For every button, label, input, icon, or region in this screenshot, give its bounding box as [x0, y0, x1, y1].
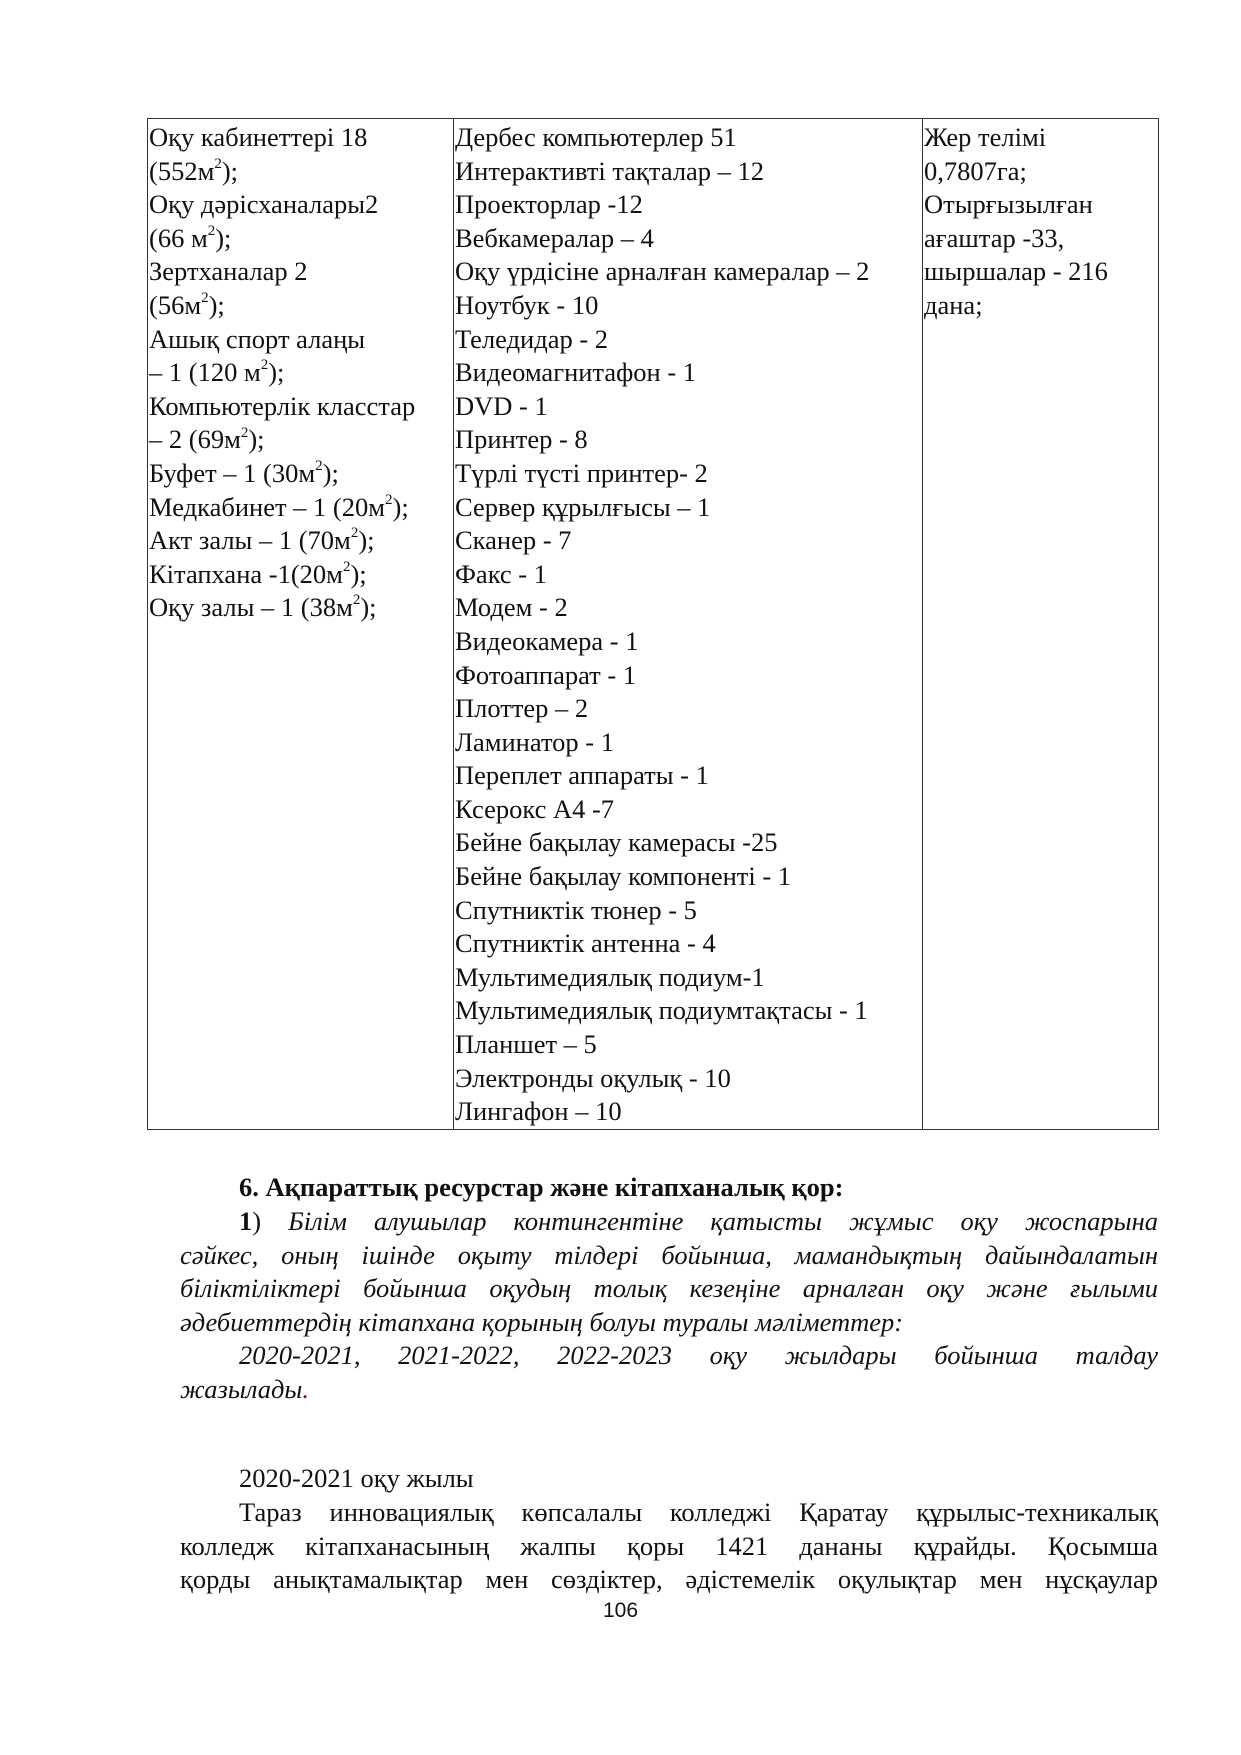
- land-line: ағаштар -33,: [924, 222, 1065, 253]
- item1-line-1: 1) Білім алушылар контингентіне қатысты жұмыс оқу жоспарына: [239, 1206, 1158, 1236]
- facility-line: Компьютерлік класстар: [149, 390, 416, 421]
- cell-text: );: [392, 491, 409, 522]
- facility-line: [149, 356, 453, 390]
- table-col-land: [923, 119, 1159, 1130]
- item1-text: Білім алушылар контингентіне қатысты жұмыс оқу жоспарына: [288, 1206, 1158, 1236]
- equipment-table: [147, 118, 1159, 1130]
- superscript: 2: [201, 290, 209, 307]
- equipment-line: DVD - 1: [455, 390, 548, 421]
- cell-text: Кітапхана -1(20м: [149, 558, 343, 589]
- equipment-line: Интерактивті тақталар – 12: [455, 155, 765, 186]
- equipment-line: Ксерокс А4 -7: [455, 793, 615, 824]
- equipment-line: Видеокамера - 1: [455, 625, 639, 656]
- equipment-line: Спутниктік антенна - 4: [455, 928, 716, 959]
- item1-line-4: әдебиеттердің кітапхана қорының болуы туралы мәліметтер:: [180, 1306, 904, 1337]
- land-line: Жер телімі: [924, 122, 1047, 152]
- facility-line: [149, 491, 453, 525]
- superscript: 2: [315, 458, 323, 475]
- equipment-line: Плоттер – 2: [455, 693, 589, 724]
- analysis-line-1: 2020-2021, 2021-2022, 2022-2023 оқу жылдары бойынша талдау: [239, 1340, 1158, 1371]
- cell-text: );: [221, 155, 239, 186]
- cell-text: );: [268, 357, 285, 388]
- cell-text: (552м: [149, 155, 215, 186]
- item1-line-2: сәйкес, оның ішінде оқыту тілдері бойынша, мамандықтың дайындалатын: [180, 1239, 1158, 1270]
- equipment-line: Сервер құрылғысы – 1: [455, 491, 711, 522]
- cell-text: – 2 (69м: [149, 424, 241, 455]
- equipment-line: Спутниктік тюнер - 5: [455, 894, 697, 925]
- item1-line-3: біліктіліктері бойынша оқудың толық кезеңіне арналған оқу және ғылыми: [180, 1273, 1158, 1304]
- facility-line: [149, 524, 453, 558]
- page-number: 106: [602, 1599, 639, 1622]
- item1-number: 1: [239, 1206, 253, 1236]
- land-line: Отырғызылған: [924, 189, 1093, 220]
- analysis-text: жазылады: [180, 1373, 303, 1404]
- cell-text: Медкабинет – 1 (20м: [149, 491, 386, 522]
- equipment-line: Вебкамералар – 4: [455, 222, 654, 253]
- facility-line: [149, 423, 453, 457]
- cell-text: );: [358, 525, 375, 556]
- facility-line: [149, 457, 453, 491]
- equipment-line: Мультимедиялық подиум-1: [455, 961, 765, 992]
- equipment-line: Сканер - 7: [455, 525, 572, 556]
- cell-text: );: [248, 424, 265, 455]
- body-paragraph: [180, 1496, 1158, 1597]
- cell-text: Акт залы – 1 (70м: [149, 525, 351, 556]
- cell-text: (56м: [149, 289, 202, 320]
- land-line: шыршалар - 216: [924, 256, 1108, 287]
- year-heading: 2020-2021 оқу жылы: [239, 1463, 474, 1493]
- equipment-line: Бейне бақылау камерасы -25: [455, 827, 778, 858]
- superscript: 2: [260, 357, 269, 374]
- analysis-line-2: [180, 1373, 1158, 1407]
- equipment-line: Мультимедиялық подиумтақтасы - 1: [455, 995, 868, 1026]
- equipment-line: Түрлі түсті принтер- 2: [455, 457, 708, 488]
- equipment-line: Лингафон – 10: [455, 1096, 622, 1127]
- body-line-3: қорды анықтамалықтар мен сөздіктер, әдістемелік оқулықтар мен нұсқаулар: [180, 1564, 1158, 1595]
- superscript: 2: [385, 491, 393, 508]
- equipment-line: Ламинатор - 1: [455, 726, 614, 757]
- section-heading: 6. Ақпараттық ресурстар және кітапханалық қор:: [239, 1172, 844, 1202]
- facility-line: Зертханалар 2: [149, 256, 308, 287]
- land-line: дана;: [924, 289, 983, 320]
- facility-line: Оқу дәрісханалары2: [149, 189, 379, 220]
- superscript: 2: [214, 155, 222, 172]
- cell-text: (66 м: [149, 222, 208, 253]
- body-line-1: Тараз инновациялық көпсалалы колледжі Қаратау құрылыс-техникалық: [239, 1497, 1158, 1527]
- equipment-line: Дербес компьютерлер 51: [455, 122, 737, 152]
- equipment-line: Факс - 1: [455, 558, 547, 589]
- facility-line: [149, 558, 453, 592]
- body-line-2: колледж кітапханасының жалпы қоры 1421 дананы құрайды. Қосымша: [180, 1530, 1158, 1561]
- superscript: 2: [207, 222, 216, 239]
- superscript: 2: [350, 525, 359, 542]
- cell-text: Буфет – 1 (30м: [149, 457, 316, 488]
- land-line: 0,7807га;: [924, 155, 1027, 186]
- facility-line: Оқу кабинеттері 18: [149, 122, 368, 152]
- equipment-line: Принтер - 8: [455, 424, 588, 455]
- facility-line: [149, 591, 453, 625]
- table-col-facilities: [148, 119, 454, 1130]
- cell-text: );: [215, 222, 232, 253]
- equipment-line: Электронды оқулық - 10: [455, 1062, 731, 1093]
- superscript: 2: [342, 558, 351, 575]
- equipment-line: Фотоаппарат - 1: [455, 659, 637, 690]
- cell-text: );: [350, 558, 367, 589]
- facility-line: Ашық спорт алаңы: [149, 323, 366, 354]
- superscript: 2: [352, 592, 361, 609]
- equipment-line: Видеомагнитафон - 1: [455, 357, 697, 388]
- facility-line: [149, 155, 453, 189]
- cell-text: );: [322, 457, 339, 488]
- cell-text: );: [360, 592, 377, 623]
- equipment-line: Ноутбук - 10: [455, 289, 599, 320]
- table-col-equipment: [454, 119, 923, 1130]
- cell-text: );: [208, 289, 225, 320]
- superscript: 2: [240, 424, 249, 441]
- equipment-line: Теледидар - 2: [455, 323, 609, 354]
- cell-text: Оқу залы – 1 (38м: [149, 592, 353, 623]
- equipment-line: Бейне бақылау компоненті - 1: [455, 861, 792, 892]
- equipment-line: Оқу үрдісіне арналған камералар – 2: [455, 256, 870, 287]
- equipment-line: Проекторлар -12: [455, 189, 643, 220]
- cell-text: – 1 (120 м: [149, 357, 261, 388]
- analysis-period: .: [302, 1373, 309, 1404]
- facility-line: [149, 222, 453, 256]
- equipment-line: Переплет аппараты - 1: [455, 760, 709, 791]
- equipment-line: Планшет – 5: [455, 1029, 597, 1060]
- equipment-line: Модем - 2: [455, 592, 568, 623]
- facility-line: [149, 289, 453, 323]
- item1-paragraph: [180, 1205, 1158, 1407]
